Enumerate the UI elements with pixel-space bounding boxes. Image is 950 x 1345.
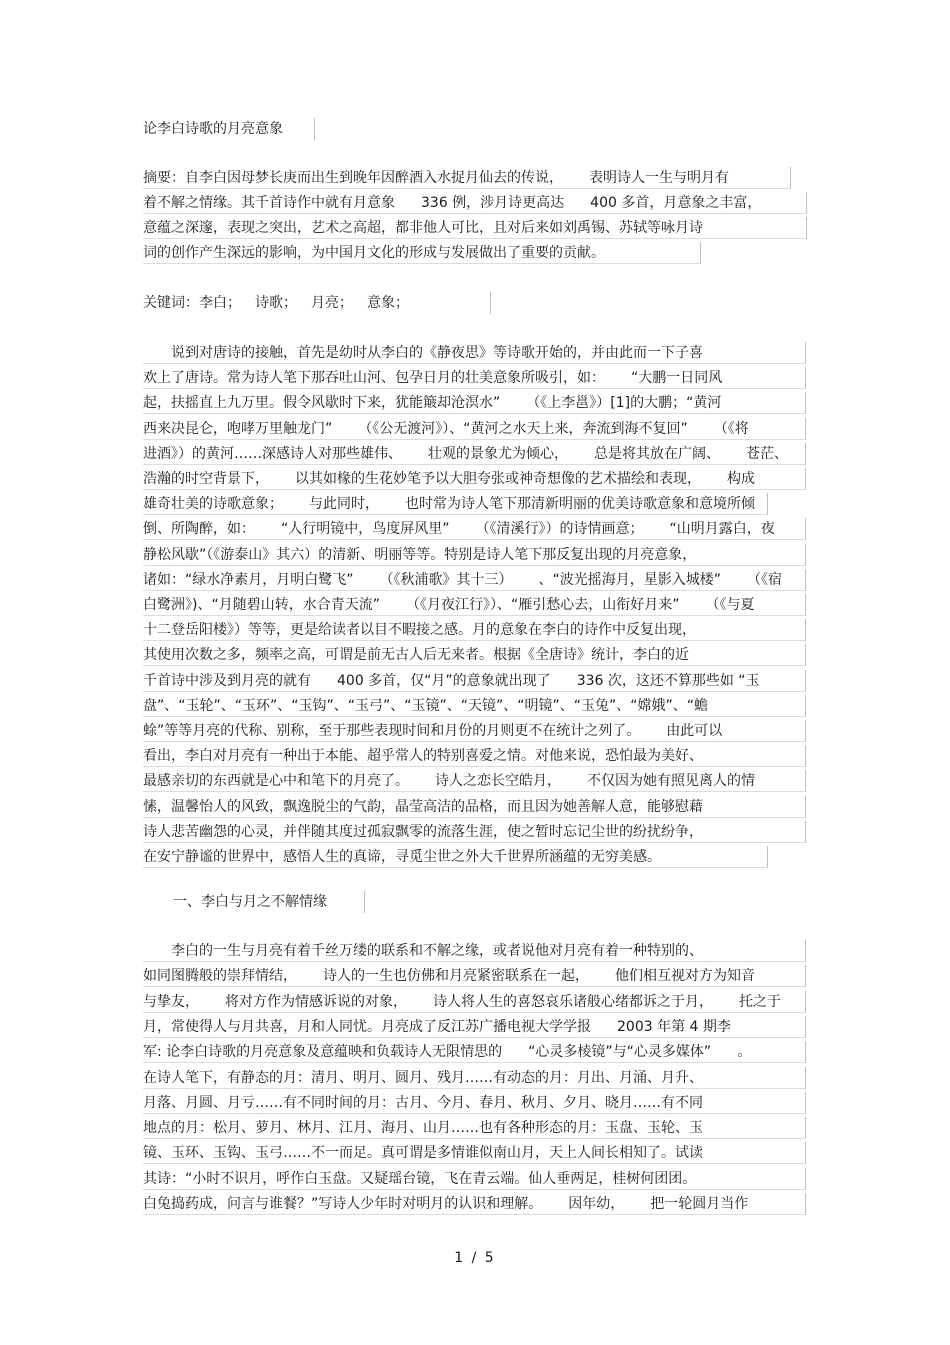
text-line — [143, 670, 806, 692]
text-segment: 其使用次数之多，频率之高，可谓是前无古人后无来者。根据《全唐诗》统计，李白的近 — [143, 647, 689, 664]
text-segment: 也时常为诗人笔下那清新明丽的优美诗歌意象和意境所倾 — [405, 496, 755, 513]
text-line — [143, 644, 806, 666]
text-line — [143, 619, 806, 641]
text-segment: 诗人将人生的喜怒哀乐诸般心绪都诉之于月， — [433, 993, 713, 1010]
keyword: 诗歌； — [255, 295, 297, 311]
text-segment: “山明月露白，夜 — [669, 521, 775, 538]
text-line — [143, 1168, 806, 1190]
text-segment: 静松风歇”（《游泰山》其六）的清新、明丽等等。特别是诗人笔下那反复出现的月亮意象， — [143, 546, 697, 563]
page-number: 1 / 5 — [454, 1250, 496, 1266]
text-line — [143, 745, 806, 767]
text-segment: 苍茫、 — [746, 445, 788, 462]
text-segment: 进酒》）的黄河……深感诗人对那些雄伟、 — [143, 445, 402, 462]
text-line — [143, 846, 768, 868]
text-segment: 镜、玉环、玉钩、玉弓……不一而足。真可谓是多情谁似南山月，天上人间长相知了。试读 — [143, 1145, 703, 1162]
text-line — [143, 1041, 806, 1063]
text-segment: （《月夜江行》）、“雁引愁心去，山衔好月来” — [405, 597, 680, 613]
text-line — [143, 965, 806, 987]
text-segment: 其诗：“小时不识月，呼作白玉盘。又疑瑶台镜，飞在青云端。仙人垂两足，桂树何团团。 — [143, 1170, 697, 1187]
text-segment: 白鹭洲》)、“月随碧山转，水合青天流” — [143, 597, 380, 613]
text-segment: 336 次，这还不算那些如 “玉 — [576, 672, 760, 689]
text-line — [143, 1142, 806, 1164]
text-line — [143, 392, 806, 414]
text-segment: 倒、所陶醉，如： — [143, 521, 255, 538]
text-segment: 把一轮圆月当作 — [650, 1196, 749, 1212]
text-segment: （《上李邕》）[1]的大鹏；“黄河 — [526, 395, 722, 412]
text-line — [143, 493, 768, 515]
text-segment: 诗人的一生也仿佛和月亮紧密联系在一起， — [323, 968, 589, 985]
text-line — [143, 418, 806, 440]
text-segment: 400 多首，仅“月”的意象就出现了 — [337, 672, 551, 689]
text-segment: 盘”、“玉轮”、“玉环”、“玉钩”、“玉弓”、“玉镜”、“天镜”、“明镜”、“玉兔”、“嫦娥”、“蟾 — [143, 697, 709, 714]
text-line — [143, 518, 806, 540]
text-segment: 与挚友， — [143, 993, 199, 1010]
text-line — [143, 594, 806, 616]
text-segment: 十二登岳阳楼》）等等，更是给读者以目不暇接之感。月的意象在李白的诗作中反复出现， — [143, 622, 696, 639]
text-segment: 诸如：“绿水净素月，月明白鹭飞” — [143, 571, 354, 588]
text-line — [143, 367, 806, 389]
text-segment: 起，扶摇直上九万里。假令风歇时下来，犹能簸却沧溟水” — [143, 395, 501, 412]
text-segment: 军: 论李白诗歌的月亮意象及意蕴映和负载诗人无限情思的 — [143, 1044, 503, 1061]
text-segment: （《公无渡河》）、“黄河之水天上来，奔流到海不复回” — [358, 420, 688, 437]
text-segment: “人行明镜中，鸟度屏风里” — [281, 521, 450, 538]
text-segment: 雄奇壮美的诗歌意象； — [143, 496, 283, 513]
text-segment: 月，常使得人与月共喜，月和人同忧。月亮成了反江苏广播电视大学学报 — [143, 1018, 591, 1035]
keyword: 月亮； — [311, 295, 353, 311]
text-segment: 诗人悲苦幽怨的心灵，并伴随其度过孤寂飘零的流落生涯，使之暂时忘记尘世的纷扰纷争， — [143, 823, 703, 840]
text-segment: 、“波光摇海月，星影入城楼” — [538, 571, 722, 588]
text-line — [143, 770, 806, 792]
text-segment: 在诗人笔下，有静态的月：清月、明月、圆月、残月……有动态的月：月出、月涌、月升、 — [143, 1069, 703, 1086]
text-line — [143, 192, 807, 214]
text-segment: 不仅因为她有照见离人的情 — [587, 773, 755, 790]
text-segment: 由此可以 — [666, 723, 723, 739]
text-segment: “大鹏一日同风 — [631, 370, 723, 387]
text-segment: 最感亲切的东西就是心中和笔下的月亮了。 — [143, 773, 409, 790]
text-segment: 说到对唐诗的接触，首先是幼时从李白的《静夜思》等诗歌开始的，并由此而一下子喜 — [171, 345, 703, 361]
text-segment: 地点的月：松月、萝月、林月、江月、海月、山月……也有各种形态的月：玉盘、玉轮、玉 — [143, 1120, 703, 1137]
text-line — [143, 167, 791, 189]
text-segment: 400 多首，月意象之丰富， — [590, 195, 762, 211]
text-segment: 壮观的景象尤为倾心， — [428, 445, 568, 462]
text-line — [143, 1092, 806, 1114]
section-heading: 一、李白与月之不解情缘 — [143, 891, 365, 913]
text-segment: （《将 — [713, 420, 749, 437]
text-segment: 白兔捣药成，问言与谁餐？”写诗人少年时对明月的认识和理解。 — [143, 1196, 543, 1212]
text-segment: 着不解之情缘。其千首诗作中就有月意象 — [143, 195, 395, 211]
text-line — [143, 217, 807, 239]
text-line — [143, 443, 806, 465]
text-segment: 月落、月圆、月亏……有不同时间的月：古月、今月、春月、秋月、夕月、晓月……有不同 — [143, 1094, 703, 1111]
text-segment: 。 — [737, 1044, 752, 1061]
keyword: 关键词：李白； — [143, 295, 241, 311]
text-segment: 将对方作为情感诉说的对象， — [225, 993, 407, 1010]
text-segment: 表明诗人一生与明月有 — [589, 170, 729, 186]
text-line — [143, 720, 806, 742]
text-segment: 词的创作产生深远的影响，为中国月文化的形成与发展做出了重要的贡献。 — [143, 245, 605, 261]
text-segment: 托之于 — [739, 993, 781, 1010]
text-segment: 看出，李白对月亮有一种出于本能、超乎常人的特别喜爱之情。对他来说，恐怕最为美好、 — [143, 748, 703, 765]
text-segment: 欢上了唐诗。常为诗人笔下那吞吐山河、包孕日月的壮美意象所吸引，如： — [143, 370, 605, 387]
text-line — [143, 342, 806, 364]
text-segment: 因年幼， — [568, 1196, 625, 1212]
text-line — [143, 1067, 806, 1089]
text-line — [143, 569, 806, 591]
text-segment: 意蕴之深邃，表现之突出，艺术之高超，都非他人可比，且对后来如刘禹锡、苏轼等咏月诗 — [143, 220, 703, 236]
keywords-line — [143, 292, 491, 314]
text-line — [143, 695, 806, 717]
text-segment: （《清溪行》）的诗情画意； — [475, 521, 644, 538]
text-segment: 愫，温馨怡人的风致，飘逸脱尘的气韵，晶莹高洁的品格，而且因为她善解人意，能够慰藉 — [143, 798, 703, 815]
text-segment: 以其如椽的生花妙笔予以大胆夸张或神奇想像的艺术描绘和表现， — [295, 471, 701, 487]
text-segment: 摘要：自李白因母梦长庚而出生到晚年因醉酒入水捉月仙去的传说， — [143, 170, 563, 186]
text-segment: 浩瀚的时空背景下， — [143, 471, 269, 487]
text-line — [143, 991, 806, 1013]
text-line — [143, 1117, 806, 1139]
text-line — [143, 468, 806, 490]
text-segment: （《秋浦歌》其十三） — [379, 571, 513, 588]
text-line — [143, 821, 806, 843]
keyword: 意象； — [367, 295, 409, 311]
text-segment: （《宿 — [747, 571, 783, 588]
text-line — [143, 242, 701, 264]
text-line — [143, 940, 806, 962]
text-line — [143, 544, 806, 566]
text-segment: 诗人之恋长空皓月， — [435, 773, 561, 790]
text-segment: 构成 — [727, 471, 755, 487]
text-segment: 西来决昆仑，咆哮万里触龙门” — [143, 420, 333, 437]
text-segment: 336 例，涉月诗更高达 — [421, 195, 565, 211]
text-segment: 他们相互视对方为知音 — [615, 968, 755, 985]
text-segment: （《与夏 — [705, 597, 755, 613]
text-segment: 2003 年第 4 期李 — [617, 1018, 731, 1035]
text-segment: 千首诗中涉及到月亮的就有 — [143, 672, 311, 689]
text-line — [143, 1016, 806, 1038]
text-segment: 与此同时， — [309, 496, 379, 513]
text-segment: 总是将其放在广阔、 — [594, 445, 720, 462]
text-line — [143, 796, 806, 818]
page-title: 论李白诗歌的月亮意象 — [143, 118, 315, 140]
text-segment: 如同图腾般的崇拜情结， — [143, 968, 297, 985]
text-segment: “心灵多棱镜”与“心灵多媒体” — [528, 1044, 712, 1061]
text-line — [143, 1193, 806, 1215]
text-segment: 蜍”等等月亮的代称、别称，至于那些表现时间和月份的月则更不在统计之列了。 — [143, 723, 641, 739]
text-segment: 李白的一生与月亮有着千丝万缕的联系和不解之缘，或者说他对月亮有着一种特别的、 — [171, 943, 703, 959]
text-segment: 在安宁静谧的世界中，感悟人生的真谛，寻觅尘世之外大千世界所涵蕴的无穷美感。 — [143, 849, 661, 865]
